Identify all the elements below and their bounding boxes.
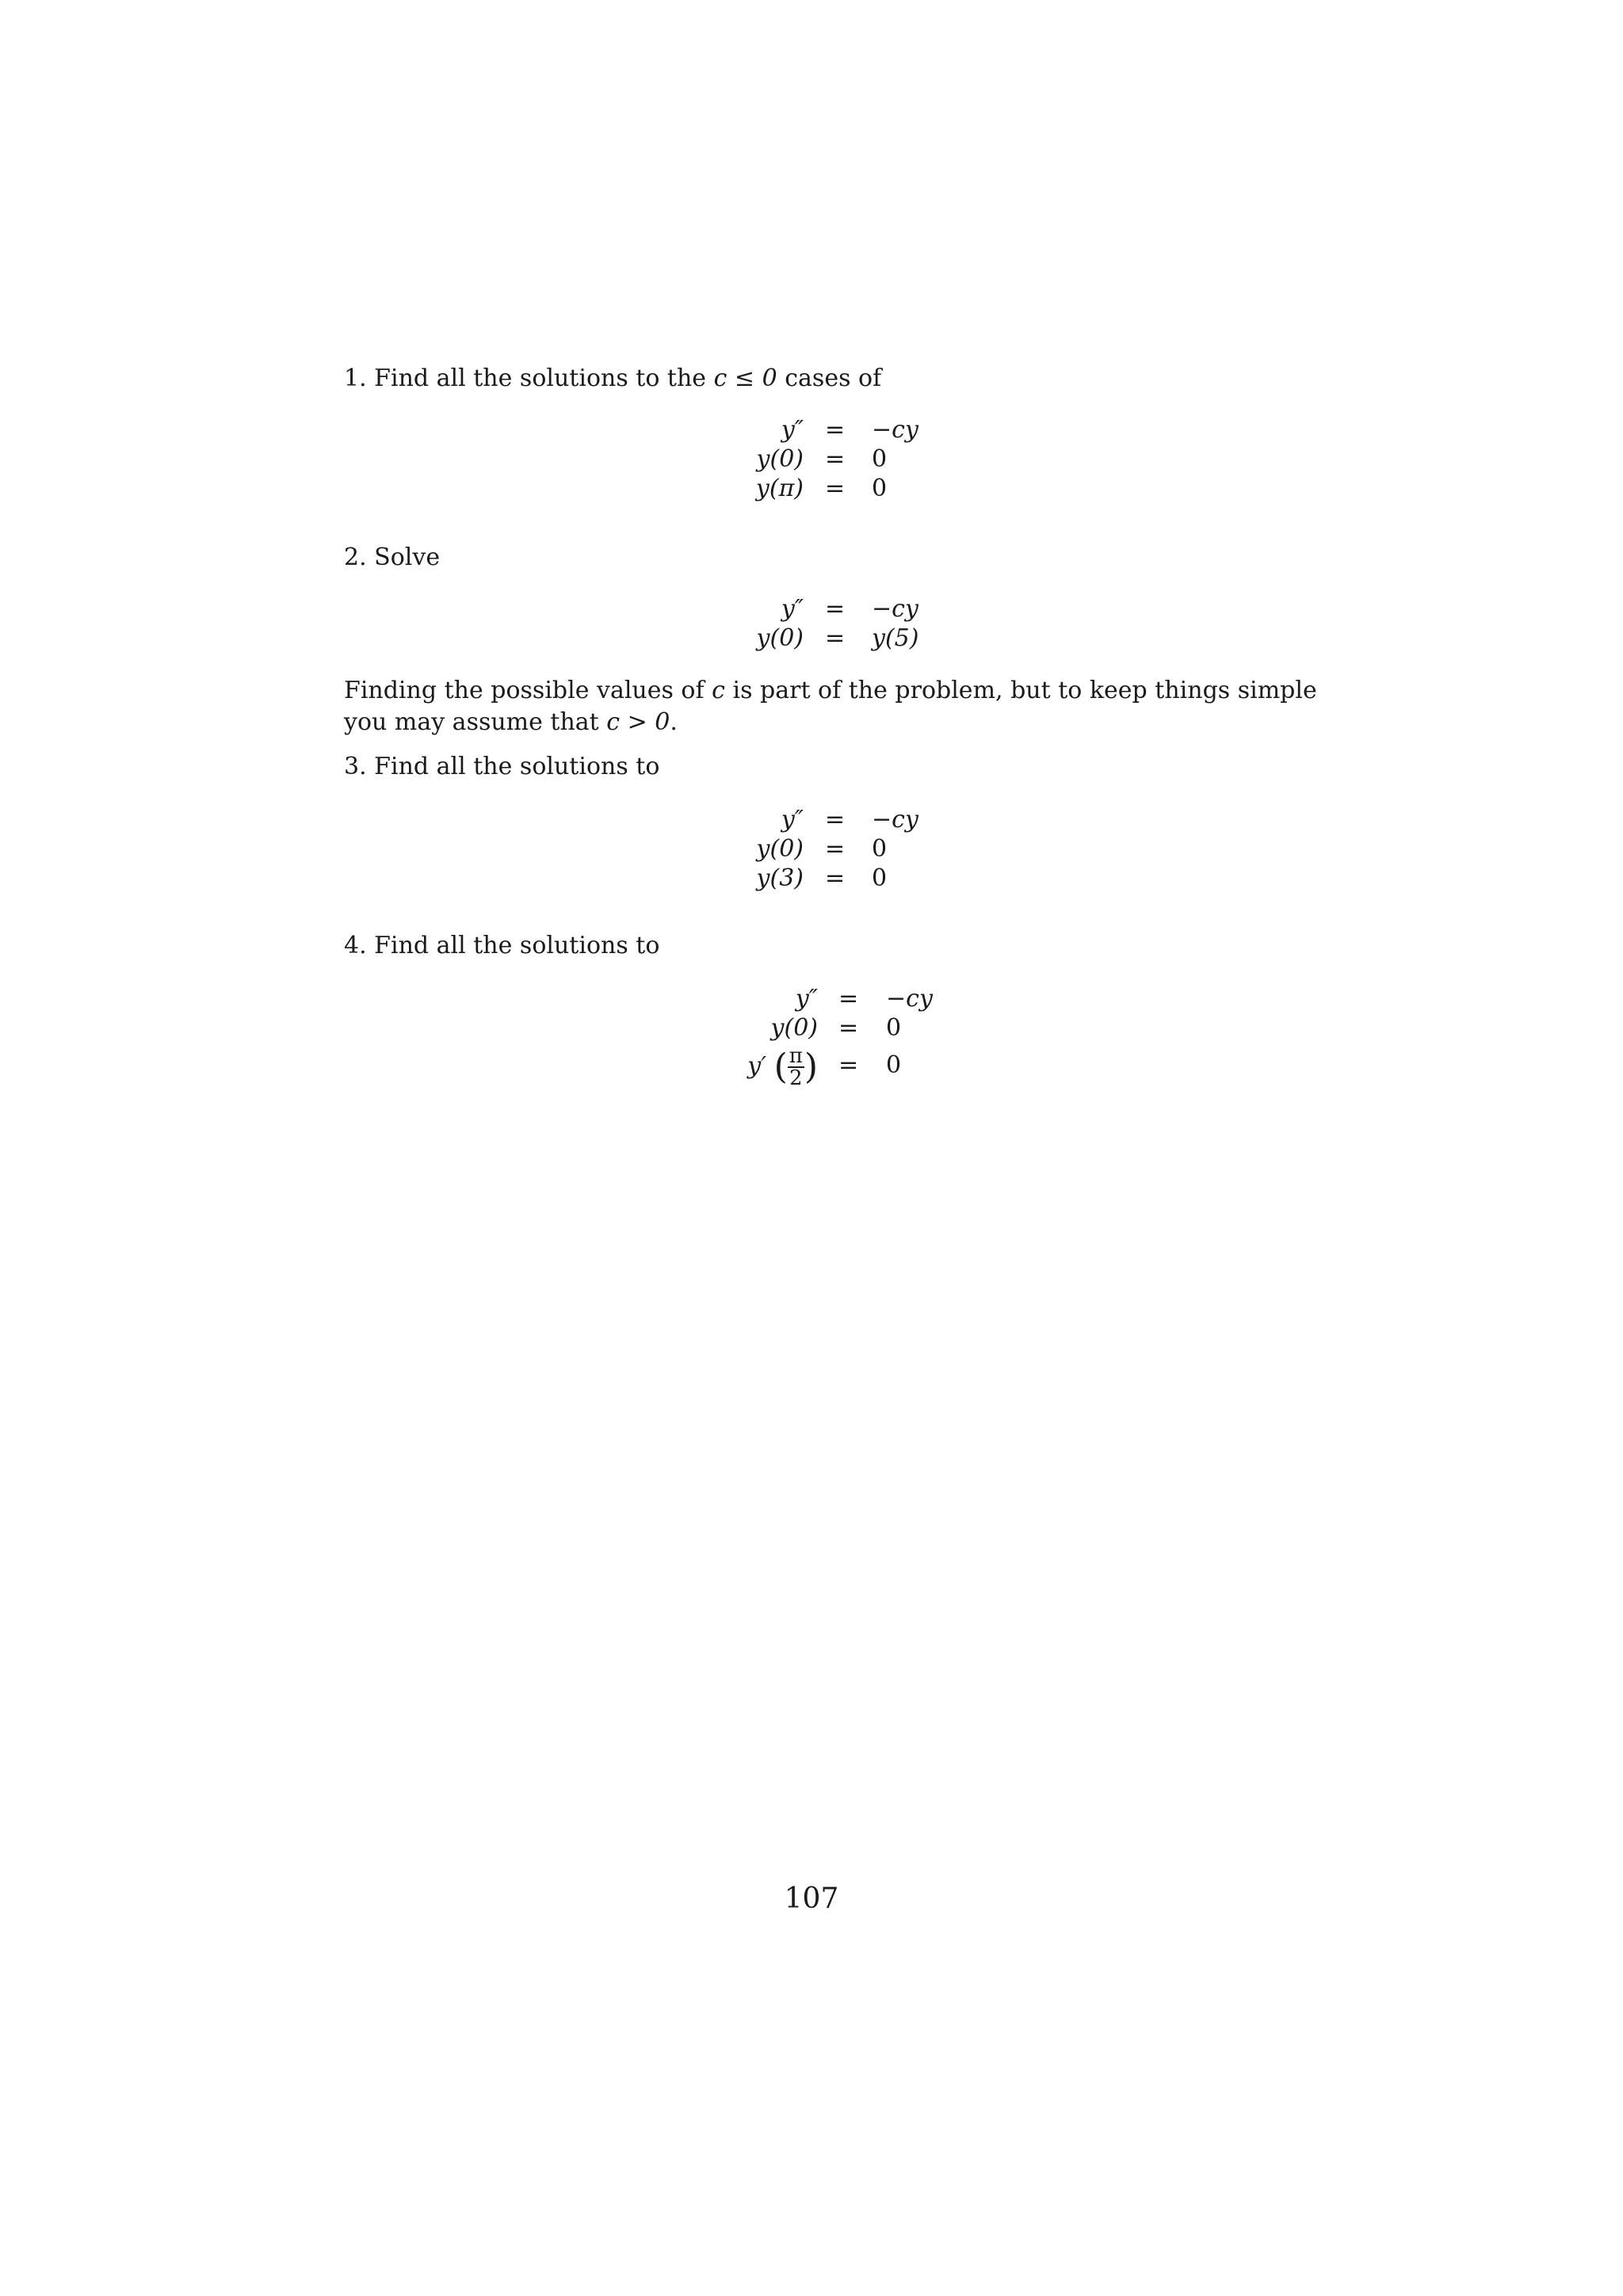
problem-4-text: Find all the solutions to: [374, 932, 660, 959]
problem-1-condition: c ≤ 0: [713, 364, 777, 392]
equation-lhs-derivative-at-pi-over-2: [747, 1046, 818, 1089]
equation-equals: =: [825, 475, 846, 502]
equation-row: [0, 594, 918, 624]
equation-rhs: −cy: [886, 985, 933, 1013]
equation-row: [0, 834, 888, 864]
equation-lhs: y(3): [756, 864, 804, 892]
note-condition: c > 0: [606, 708, 670, 736]
problem-1-number: 1.: [344, 364, 367, 392]
equation-rhs: 0: [872, 835, 888, 863]
left-paren: (: [773, 1047, 788, 1087]
equation-row: [0, 415, 918, 444]
problem-3-text: Find all the solutions to: [374, 753, 660, 780]
note-text-b: is part of the problem, but to keep things simple you may assume that: [344, 677, 1317, 736]
fraction-pi-over-2: [788, 1046, 804, 1089]
problem-3-number: 3.: [344, 753, 367, 780]
equation-equals: =: [825, 806, 846, 833]
equation-rhs: 0: [872, 445, 888, 473]
problem-2-number: 2.: [344, 543, 367, 571]
equation-row: [0, 984, 933, 1013]
right-paren: ): [804, 1047, 818, 1087]
page-number: 107: [784, 1882, 839, 1915]
equation-row: [0, 444, 888, 474]
function-derivative: y′: [747, 1052, 767, 1080]
equation-rhs: 0: [872, 475, 888, 502]
problem-1-text-b: cases of: [777, 364, 882, 392]
equation-rhs: y(5): [872, 624, 919, 652]
equation-equals: =: [825, 595, 846, 623]
equation-lhs: y(0): [770, 1014, 818, 1042]
equation-row: [0, 1013, 902, 1043]
note-variable: c: [712, 677, 725, 704]
equation-equals: =: [825, 864, 846, 892]
equation-equals: =: [825, 416, 846, 444]
problem-3-equation-system: [0, 805, 918, 893]
equation-equals: =: [825, 624, 846, 652]
equation-rhs: −cy: [872, 595, 918, 623]
equation-row: [0, 864, 888, 893]
problem-2-equation-system: [0, 594, 919, 653]
equation-equals: =: [838, 1014, 859, 1042]
note-text-a: Finding the possible values of: [344, 677, 712, 704]
equation-lhs: y(0): [756, 445, 804, 473]
equation-row: [0, 805, 918, 834]
problem-2-note: [344, 675, 1342, 738]
problem-4-number: 4.: [344, 932, 367, 959]
problem-4-heading: [344, 930, 659, 962]
equation-lhs: y″: [781, 806, 804, 833]
problem-1-equation-system: [0, 415, 918, 503]
equation-equals: =: [838, 1051, 859, 1079]
equation-lhs: y(π): [755, 475, 804, 502]
problem-1-text-a: Find all the solutions to the: [374, 364, 714, 392]
equation-rhs: −cy: [872, 416, 918, 444]
equation-rhs: 0: [886, 1051, 902, 1079]
equation-rhs: −cy: [872, 806, 918, 833]
equation-row: [0, 474, 888, 503]
equation-equals: =: [825, 445, 846, 473]
equation-rhs: 0: [872, 864, 888, 892]
equation-lhs: y″: [781, 595, 804, 623]
equation-row: [0, 1043, 902, 1090]
fraction-denominator: 2: [789, 1066, 803, 1090]
problem-2-text: Solve: [374, 543, 441, 571]
equation-equals: =: [838, 985, 859, 1013]
problem-2-heading: [344, 542, 440, 574]
equation-lhs: y(0): [756, 624, 804, 652]
equation-lhs: y(0): [756, 835, 804, 863]
problem-3-heading: [344, 751, 659, 783]
fraction-numerator: π: [789, 1044, 803, 1068]
equation-row: [0, 624, 919, 653]
problem-4-equation-system: [0, 984, 933, 1090]
equation-rhs: 0: [886, 1014, 902, 1042]
problem-1-heading: [344, 363, 881, 395]
equation-lhs: y″: [795, 985, 818, 1013]
equation-lhs: y″: [781, 416, 804, 444]
note-end: .: [670, 708, 678, 736]
equation-equals: =: [825, 835, 846, 863]
